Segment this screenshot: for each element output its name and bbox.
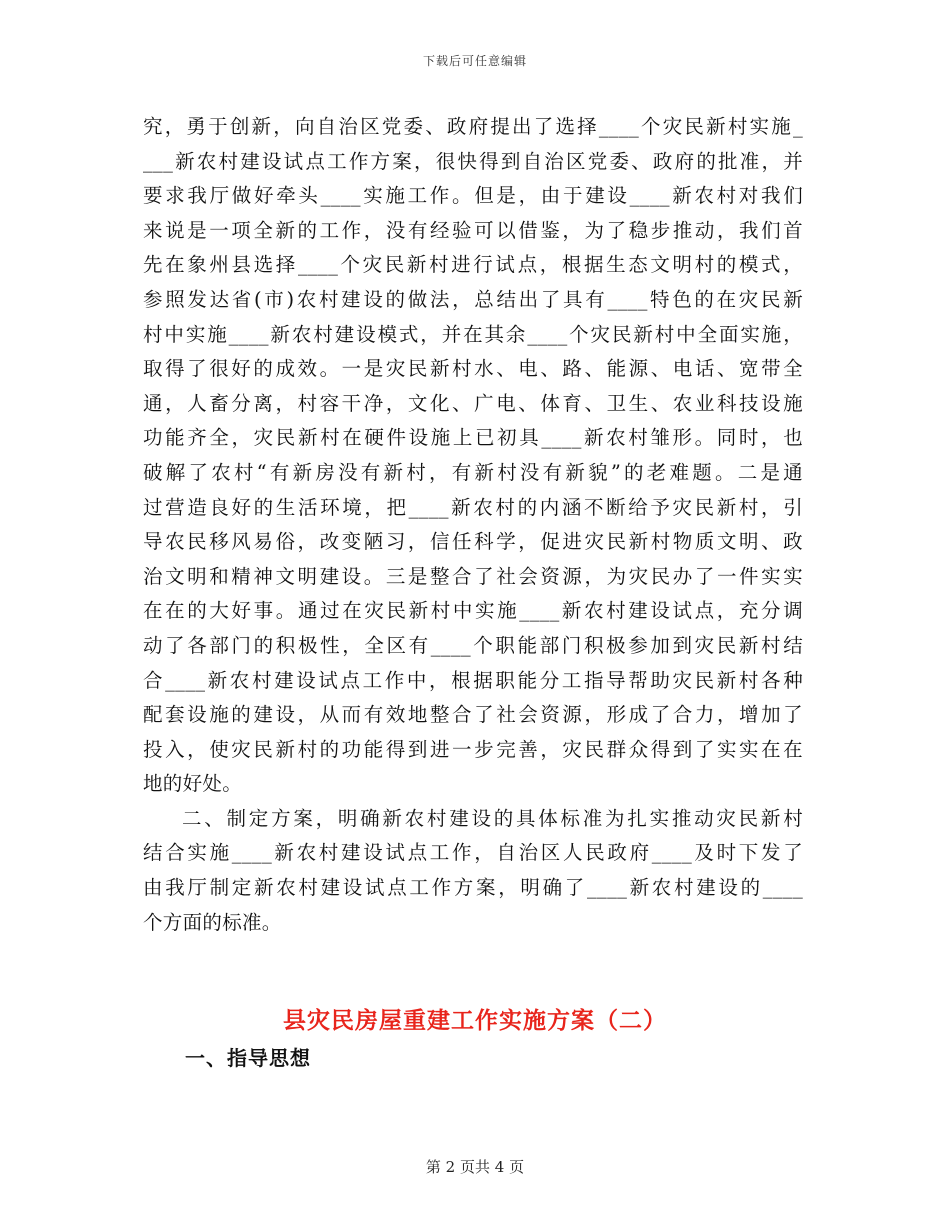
text-line: 功能齐全，灾民新村在硬件设施上已初具____新农村雏形。同时，也 [143,426,803,450]
text-line: 地的好处。 [143,772,243,796]
text-line: 由我厅制定新农村建设试点工作方案，明确了____新农村建设的____ [143,876,803,900]
text-line: 过营造良好的生活环境，把____新农村的内涵不断给予灾民新村，引 [143,495,803,519]
body-text [143,110,803,940]
text-line: 要求我厅做好牵头____实施工作。但是，由于建设____新农村对我们 [143,184,803,208]
text-line: 投入，使灾民新村的功能得到进一步完善，灾民群众得到了实实在在 [143,737,803,761]
header-note: 下载后可任意编辑 [422,54,527,68]
text-line: 治文明和精神文明建设。三是整合了社会资源，为灾民办了一件实实 [143,564,803,588]
text-line: 在在的大好事。通过在灾民新村中实施____新农村建设试点，充分调 [143,599,803,623]
text-line: 村中实施____新农村建设模式，并在其余____个灾民新村中全面实施， [143,322,803,346]
text-line: 二、制定方案，明确新农村建设的具体标准为扎实推动灾民新村 [182,806,803,830]
text-line: 个方面的标准。 [143,910,282,934]
text-line: 动了各部门的积极性，全区有____个职能部门积极参加到灾民新村结 [143,633,803,657]
text-line: 通，人畜分离，村容干净，文化、广电、体育、卫生、农业科技设施 [143,391,803,415]
text-line: 取得了很好的成效。一是灾民新村水、电、路、能源、电话、宽带全 [143,357,803,381]
text-line: 结合实施____新农村建设试点工作，自治区人民政府____及时下发了 [143,841,803,865]
text-line: ___新农村建设试点工作方案，很快得到自治区党委、政府的批准，并 [143,149,803,173]
text-line: 导农民移风易俗，改变陋习，信任科学，促进灾民新村物质文明、政 [143,530,803,554]
text-line: 先在象州县选择____个灾民新村进行试点，根据生态文明村的模式， [143,253,803,277]
paragraph-2 [143,802,803,940]
subheading: 一、指导思想 [185,1046,311,1070]
text-line: 究，勇于创新，向自治区党委、政府提出了选择____个灾民新村实施_ [143,115,803,138]
text-line: 来说是一项全新的工作，没有经验可以借鉴，为了稳步推动，我们首 [143,218,803,242]
text-line: 配套设施的建设，从而有效地整合了社会资源，形成了合力，增加了 [143,703,803,727]
text-line: 合____新农村建设试点工作中，根据职能分工指导帮助灾民新村各种 [143,668,803,692]
paragraph-1 [143,110,803,802]
text-line: 破解了农村“有新房没有新村，有新村没有新貌”的老难题。二是通 [143,460,803,484]
section-title: 县灾民房屋重建工作实施方案（二） [283,1007,667,1034]
page-number: 第 2 页共 4 页 [425,1158,525,1176]
text-line: 参照发达省(市)农村建设的做法，总结出了具有____特色的在灾民新 [143,287,803,311]
